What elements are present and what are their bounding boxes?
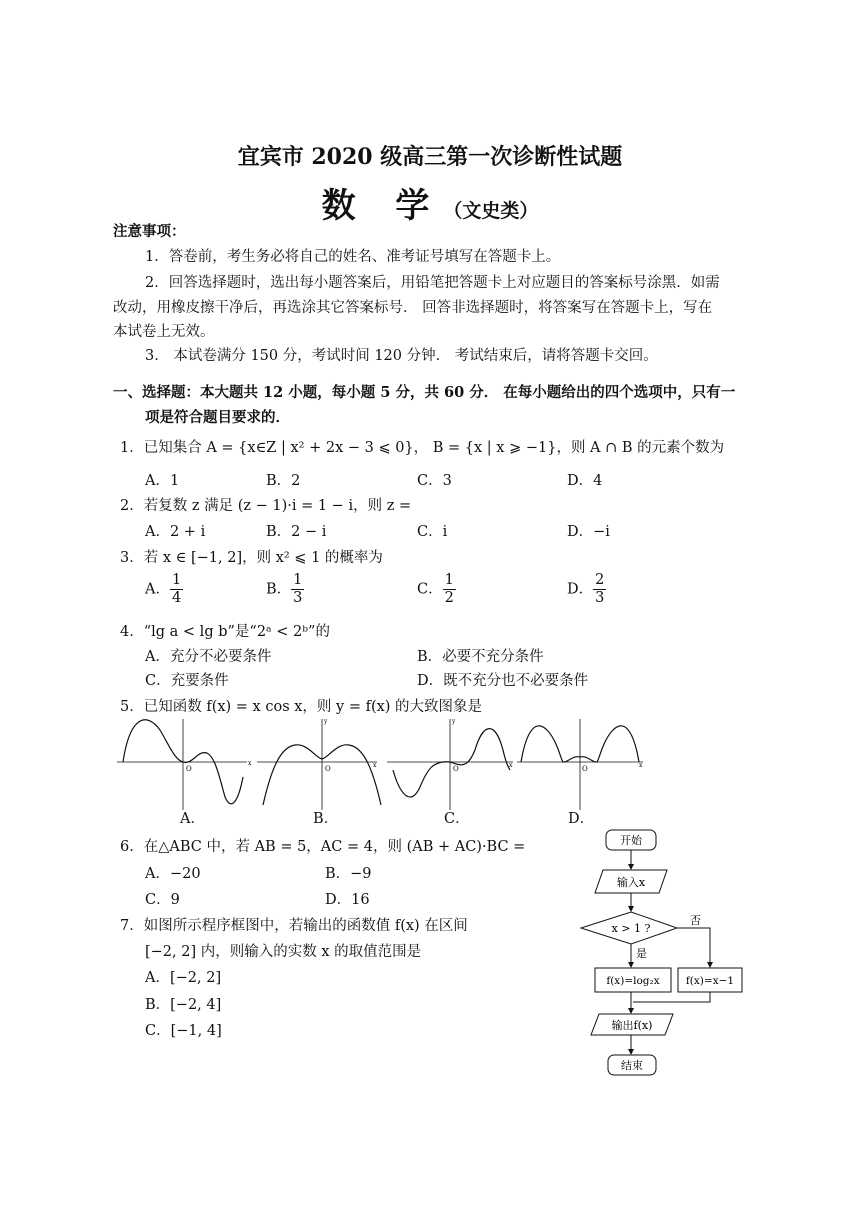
question-6-option-a: A．−20 (145, 866, 201, 882)
graph-d-x-label: x (639, 762, 643, 769)
question-1-option-c: C．3 (417, 473, 452, 489)
graph-c-curve (393, 729, 510, 797)
fraction-c (443, 572, 456, 607)
question-7-stem-line-2: [−2, 2] 内，则输入的实数 x 的取值范围是 (145, 944, 422, 960)
question-2-option-a: A．2 + i (145, 524, 206, 540)
flow-start-label: 开始 (620, 834, 642, 847)
flow-linear-label: f(x)=x−1 (685, 975, 735, 987)
question-3-option-c (417, 572, 456, 607)
subject-category: （文史类） (443, 200, 539, 222)
graph-d-origin: O (582, 765, 588, 773)
question-7-option-a: A．[−2, 2] (145, 970, 222, 986)
fraction-a (170, 572, 183, 607)
graph-a (117, 719, 252, 810)
question-5-option-c: C． (444, 811, 470, 827)
notice-heading: 注意事项： (113, 223, 186, 240)
graph-c-y-label: y (452, 718, 456, 725)
question-4-option-d: D．既不充分也不必要条件 (417, 673, 589, 689)
question-1-stem: 1．已知集合 A = {x∈Z | x² + 2x − 3 ⩽ 0}， B = {x | x ⩾ −1}，则 A ∩ B 的元素个数为 (120, 440, 725, 456)
flow-arrow-no (677, 928, 710, 967)
notice-item-1: 1．答卷前，考生务必将自己的姓名、准考证号填写在答题卡上。 (145, 249, 561, 265)
exam-title: 宜宾市 2020 级高三第一次诊断性试题 (237, 144, 623, 170)
question-2-option-d: D．−i (567, 524, 610, 540)
question-2-option-c: C．i (417, 524, 448, 540)
question-7-option-b: B．[−2, 4] (145, 997, 222, 1013)
question-5-option-d: D． (568, 811, 595, 827)
fraction-b (291, 572, 304, 607)
notice-item-2-line-2: 改动，用橡皮擦干净后，再选涂其它答案标号． 回答非选择题时，将答案写在答题卡上，写在 (113, 300, 713, 316)
option-b-label: B． (266, 581, 292, 598)
graph-a-origin: O (186, 765, 192, 773)
option-d-label: D． (567, 581, 594, 598)
fraction-c-numerator: 1 (444, 572, 454, 588)
question-6-option-d: D．16 (325, 892, 370, 908)
question-2-option-b: B．2 − i (266, 524, 327, 540)
section-heading-line-2: 项是符合题目要求的． (145, 409, 290, 426)
question-5-stem: 5．已知函数 f(x) = x cos x，则 y = f(x) 的大致图象是 (120, 699, 483, 715)
graph-b-y-label: y (324, 718, 328, 725)
question-3-option-a (145, 572, 183, 607)
question-5-option-a: A． (180, 811, 205, 827)
notice-item-2-line-1: 2．回答选择题时，选出每小题答案后，用铅笔把答题卡上对应题目的答案标号涂黑．如需 (145, 275, 720, 291)
question-7-option-c: C．[−1, 4] (145, 1023, 222, 1039)
question-3-option-b (266, 572, 304, 607)
option-a-label: A． (145, 581, 170, 598)
question-7-stem-line-1: 7．如图所示程序框图中，若输出的函数值 f(x) 在区间 (120, 918, 468, 934)
flow-condition-label: x > 1 ? (611, 922, 651, 935)
option-c-label: C． (417, 581, 443, 598)
question-6-option-b: B．−9 (325, 866, 372, 882)
flow-end-label: 结束 (621, 1059, 643, 1072)
fraction-c-denominator: 2 (444, 590, 454, 606)
question-4-option-b: B．必要不充分条件 (417, 649, 544, 665)
question-1-option-b: B．2 (266, 473, 301, 489)
question-1-option-a: A．1 (145, 473, 180, 489)
notice-item-3: 3． 本试卷满分 150 分，考试时间 120 分钟． 考试结束后，请将答题卡交回。 (145, 348, 658, 364)
question-4-stem: 4．“lg a < lg b”是“2ᵃ < 2ᵇ”的 (120, 624, 330, 640)
graph-b-origin: O (325, 765, 331, 773)
fraction-b-numerator: 1 (293, 572, 303, 588)
question-4-option-c: C．充要条件 (145, 673, 229, 689)
graph-d (517, 719, 643, 810)
flow-yes-label: 是 (636, 947, 647, 960)
question-5-graphs (115, 715, 645, 815)
graph-b (257, 718, 381, 810)
question-6-option-c: C．9 (145, 892, 180, 908)
notice-item-2-line-3: 本试卷上无效。 (113, 324, 215, 340)
question-2-stem: 2．若复数 z 满足 (z − 1)·i = 1 − i，则 z = (120, 498, 412, 514)
question-1-option-d: D．4 (567, 473, 603, 489)
flow-log-label: f(x)=log₂x (606, 975, 660, 987)
fraction-b-denominator: 3 (293, 590, 303, 606)
fraction-a-numerator: 1 (171, 572, 182, 588)
program-flowchart (575, 825, 750, 1080)
subject-name: 数 学 (321, 186, 444, 226)
flow-no-label: 否 (690, 914, 701, 927)
graph-b-x-label: x (373, 762, 377, 769)
flow-arrow-merge (633, 992, 710, 1002)
flow-output-label: 输出f(x) (611, 1019, 653, 1032)
graph-c (387, 718, 513, 810)
question-5-option-b: B． (313, 811, 339, 827)
fraction-d (593, 572, 606, 607)
question-6-stem: 6．在△ABC 中，若 AB = 5，AC = 4，则 (AB + AC)·BC = (120, 839, 526, 855)
flow-input-label: 输入x (616, 876, 646, 889)
question-3-stem: 3．若 x ∈ [−1, 2]，则 x² ⩽ 1 的概率为 (120, 550, 383, 566)
fraction-d-denominator: 3 (595, 590, 605, 606)
question-3-option-d (567, 572, 606, 607)
fraction-d-numerator: 2 (595, 572, 605, 588)
graph-c-x-label: x (509, 762, 513, 769)
graph-c-origin: O (453, 765, 459, 773)
graph-a-x-label: x (248, 760, 252, 767)
section-heading-line-1: 一、选择题：本大题共 12 小题，每小题 5 分，共 60 分． 在每小题给出的四个选项中，只有一 (113, 384, 736, 401)
question-4-option-a: A．充分不必要条件 (145, 649, 272, 665)
fraction-a-denominator: 4 (171, 590, 182, 606)
